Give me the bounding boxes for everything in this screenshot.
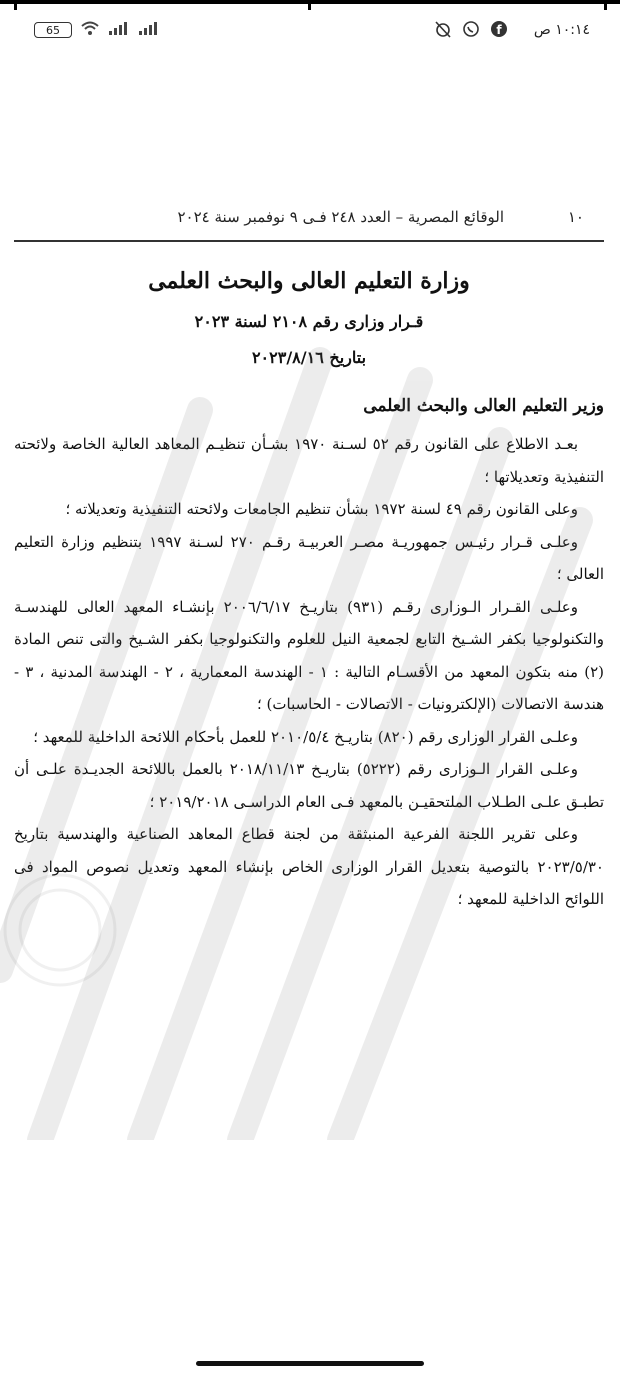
- ministry-title: وزارة التعليم العالى والبحث العلمى: [148, 268, 470, 294]
- page-header: [14, 208, 604, 238]
- top-edge-tick: [14, 0, 17, 10]
- top-edge-tick: [604, 0, 607, 10]
- decree-body: [14, 428, 604, 916]
- wifi-icon: [80, 20, 100, 40]
- battery-indicator: [34, 22, 72, 38]
- body-paragraph: وعلى القانون رقم ٤٩ لسنة ١٩٧٢ بشأن تنظيم الجامعات ولائحته التنفيذية وتعديلاته ؛: [65, 500, 578, 518]
- battery-level: 65: [46, 23, 60, 37]
- status-bar-right-icons: [434, 20, 508, 42]
- body-paragraph: بعـد الاطلاع على القانون رقم ٥٢ لسـنة ١٩٧٠ بشـأن تنظيـم المعاهد العالية الخاصة ولائحته التنفيذية وتعديلاتها ؛: [14, 435, 604, 486]
- decree-title: قـرار وزارى رقم ٢١٠٨ لسنة ٢٠٢٣: [194, 312, 424, 331]
- home-indicator[interactable]: [196, 1361, 424, 1366]
- body-paragraph: وعلـى القـرار الـوزارى رقـم (٩٣١) بتاريـخ ٢٠٠٦/٦/١٧ بإنشـاء المعهد العالى للهندسـة والتكنولوجيا بكفر الشـيخ التابع لجمعية النيل للعلوم والتكنولوجيا بكفر الشـيخ والتى تنص المادة (٢) منه بتكون المعهد من الأقسـام التالية : ١ - الهندسة المعمارية ، ٢ - الهندسة المدنية ، ٣ - هندسة الاتصالات (الإلكترونيات - الاتصالات - الحاسبات) ؛: [14, 597, 604, 713]
- body-paragraph: وعلـى القرار الوزارى رقم (٨٢٠) بتاريـخ ٢٠١٠/٥/٤ للعمل بأحكام اللائحة الداخلية للمعهد ؛: [33, 727, 578, 746]
- header-divider: [14, 240, 604, 242]
- body-paragraph: وعلى تقرير اللجنة الفرعية المنبثقة من لجنة قطاع المعاهد الصناعية والهندسية بتاريخ ٢٠٢٣/٥/٣٠ بالتوصية بتعديل القرار الوزارى الخاص بإنشاء المعهد وتعديل نصوص المواد فى اللوائح الداخلية للمعهد ؛: [14, 825, 604, 908]
- body-paragraph: وعلـى قـرار رئيـس جمهوريـة مصـر العربيـة رقـم ٢٧٠ لسـنة ١٩٩٧ بتنظيم وزارة التعليم العالى ؛: [14, 532, 604, 583]
- status-bar: [0, 14, 620, 54]
- document-page: [14, 200, 604, 1180]
- body-paragraph: وعلـى القرار الـوزارى رقم (٥٢٢٢) بتاريـخ ٢٠١٨/١١/١٣ بالعمل باللائحة الجديـدة علـى أن تطبـق علـى الطـلاب الملتحقيـن بالمعهد فـى العام الدراسـى ٢٠١٩/٢٠١٨ ؛: [14, 760, 604, 811]
- whatsapp-icon: [462, 20, 480, 42]
- svg-text:f: f: [496, 23, 502, 37]
- top-edge-tick: [308, 0, 311, 10]
- decree-date: بتاريخ ٢٠٢٣/٨/١٦: [251, 348, 367, 367]
- page-number: ١٠: [567, 208, 584, 226]
- status-bar-left-icons: [34, 20, 160, 40]
- alarm-off-icon: [434, 20, 452, 42]
- status-bar-time: ١٠:١٤ ص: [533, 22, 590, 38]
- signal-icon: [108, 21, 130, 39]
- minister-heading: وزير التعليم العالى والبحث العلمى: [363, 396, 604, 416]
- journal-header: الوقائع المصرية – العدد ٢٤٨ فـى ٩ نوفمبر سنة ٢٠٢٤: [177, 208, 504, 226]
- signal-icon: [138, 21, 160, 39]
- facebook-icon: [490, 20, 508, 42]
